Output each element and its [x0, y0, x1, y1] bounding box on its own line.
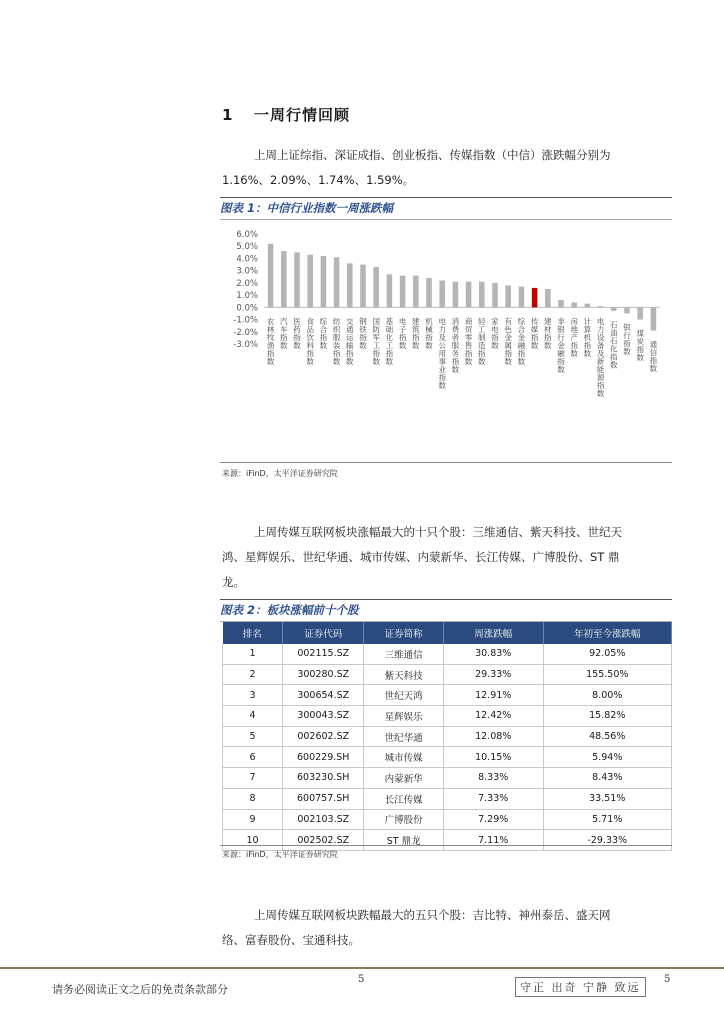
column-header-code: 证券代码 — [282, 622, 363, 644]
x-tick-label: 建材指数 — [543, 317, 553, 350]
figure-2-source: 来源：iFinD，太平洋证券研究院 — [222, 850, 338, 859]
bar — [347, 263, 353, 307]
paragraph-top-gainers — [222, 520, 674, 595]
x-tick-label: 纺织服装指数 — [332, 317, 342, 366]
cell-code: 300654.SZ — [282, 685, 363, 706]
x-tick-label: 轻工制造指数 — [477, 317, 487, 366]
cell-ytd: 33.51% — [543, 788, 671, 809]
bar — [307, 255, 313, 308]
cell-code: 002115.SZ — [282, 644, 363, 664]
cell-code: 002502.SZ — [282, 830, 363, 851]
cell-rank: 10 — [223, 830, 283, 851]
bar — [492, 283, 498, 307]
x-tick-label: 基础化工指数 — [384, 317, 394, 366]
bar — [387, 274, 393, 307]
table-row — [223, 706, 672, 727]
bar — [334, 257, 340, 307]
bar — [505, 285, 511, 307]
cell-name: 城市传媒 — [364, 747, 443, 768]
x-tick-label: 房地产指数 — [569, 317, 579, 358]
paragraph-line: 上周上证综指、深证成指、创业板指、传媒指数（中信）涨跌幅分别为 — [254, 148, 611, 162]
cell-rank: 2 — [223, 664, 283, 685]
column-header-name: 证券简称 — [364, 622, 443, 644]
y-tick-label: -3.0% — [233, 340, 258, 350]
top-gainers-table — [222, 622, 672, 851]
bar — [466, 282, 472, 308]
table-row — [223, 830, 672, 851]
x-tick-label: 农林牧渔指数 — [266, 317, 276, 366]
cell-name: 三维通信 — [364, 644, 443, 664]
section-heading — [222, 104, 350, 125]
table-row — [223, 664, 672, 685]
x-tick-label: 机械指数 — [424, 317, 434, 350]
cell-ytd: 155.50% — [543, 664, 671, 685]
figure-1-source: 来源：iFinD，太平洋证券研究院 — [222, 469, 338, 478]
cell-rank: 7 — [223, 768, 283, 789]
bar — [532, 288, 538, 307]
footer-rule — [0, 967, 724, 969]
cell-weekly: 12.08% — [443, 726, 543, 747]
x-tick-label: 食品饮料指数 — [305, 317, 315, 366]
cell-code: 300043.SZ — [282, 706, 363, 727]
y-tick-label: 5.0% — [236, 242, 258, 253]
bar — [479, 282, 485, 308]
bar — [321, 256, 327, 307]
x-tick-label: 电力及公用事业指数 — [437, 317, 447, 390]
x-tick-label: 煤炭指数 — [635, 329, 645, 362]
table-row — [223, 644, 672, 664]
cell-weekly: 8.33% — [443, 768, 543, 789]
cell-code: 002103.SZ — [282, 809, 363, 830]
industry-weekly-return-chart — [220, 222, 672, 462]
paragraph-index-returns — [222, 143, 672, 193]
bar — [426, 278, 432, 307]
y-tick-label: 1.0% — [236, 291, 258, 302]
figure-2-caption: 图表 2：板块涨幅前十个股 — [220, 599, 672, 622]
x-tick-label: 综合指数 — [318, 317, 328, 350]
bar — [453, 282, 459, 308]
cell-name: 星辉娱乐 — [364, 706, 443, 727]
bar — [651, 307, 657, 330]
bar — [519, 287, 525, 308]
cell-code: 002602.SZ — [282, 726, 363, 747]
cell-rank: 3 — [223, 685, 283, 706]
cell-rank: 5 — [223, 726, 283, 747]
cell-code: 300280.SZ — [282, 664, 363, 685]
cell-weekly: 7.29% — [443, 809, 543, 830]
x-tick-label: 钢铁指数 — [358, 317, 368, 350]
y-tick-label: -1.0% — [233, 315, 258, 326]
bar — [545, 289, 551, 307]
cell-rank: 8 — [223, 788, 283, 809]
table-row — [223, 726, 672, 747]
cell-name: 广博股份 — [364, 809, 443, 830]
bar — [611, 307, 617, 311]
x-tick-label: 商贸零售指数 — [464, 317, 474, 366]
x-tick-label: 通信指数 — [648, 340, 658, 373]
y-tick-label: 4.0% — [236, 254, 258, 265]
x-tick-label: 计算机指数 — [582, 317, 592, 358]
table-row — [223, 747, 672, 768]
footer-disclaimer: 请务必阅读正文之后的免责条款部分 — [52, 983, 228, 996]
table-row — [223, 768, 672, 789]
x-tick-label: 家电指数 — [490, 317, 500, 350]
x-tick-label: 建筑指数 — [411, 317, 421, 350]
bar — [400, 276, 406, 308]
figure-2-bottom-rule — [220, 845, 672, 846]
table-row — [223, 788, 672, 809]
cell-name: 内蒙新华 — [364, 768, 443, 789]
y-tick-label: -2.0% — [233, 327, 258, 338]
cell-name: 世纪天鸿 — [364, 685, 443, 706]
paragraph-line: 上周传媒互联网板块跌幅最大的五只个股：吉比特、神州泰岳、盛天网 — [254, 908, 611, 922]
x-tick-label: 石油石化指数 — [609, 321, 619, 369]
x-tick-label: 电子指数 — [398, 317, 408, 350]
bar — [268, 244, 274, 308]
cell-ytd: 92.05% — [543, 644, 671, 664]
figure-1-caption: 图表 1：中信行业指数一周涨跌幅 — [220, 197, 672, 220]
figure-1-bottom-rule — [220, 462, 672, 463]
bar — [360, 265, 366, 308]
column-header-weekly-change: 周涨跌幅 — [443, 622, 543, 644]
paragraph-line: 龙。 — [222, 575, 245, 589]
cell-ytd: 5.94% — [543, 747, 671, 768]
cell-name: 紫天科技 — [364, 664, 443, 685]
cell-weekly: 30.83% — [443, 644, 543, 664]
cell-ytd: 8.43% — [543, 768, 671, 789]
section-number: 1 — [222, 106, 234, 124]
bar — [373, 267, 379, 307]
x-tick-label: 传媒指数 — [530, 317, 540, 350]
cell-rank: 4 — [223, 706, 283, 727]
bar — [585, 304, 591, 308]
cell-weekly: 12.91% — [443, 685, 543, 706]
cell-weekly: 10.15% — [443, 747, 543, 768]
cell-rank: 6 — [223, 747, 283, 768]
y-tick-label: 3.0% — [236, 266, 258, 277]
cell-name: 长江传媒 — [364, 788, 443, 809]
cell-ytd: 48.56% — [543, 726, 671, 747]
column-header-ytd-change: 年初至今涨跌幅 — [543, 622, 671, 644]
x-tick-label: 综合金融指数 — [516, 317, 526, 366]
section-title: 一周行情回顾 — [254, 106, 351, 124]
bar — [413, 276, 419, 308]
cell-name: 世纪华通 — [364, 726, 443, 747]
cell-code: 600757.SH — [282, 788, 363, 809]
cell-weekly: 29.33% — [443, 664, 543, 685]
bar — [281, 251, 287, 307]
cell-code: 603230.SH — [282, 768, 363, 789]
bar — [637, 307, 643, 319]
cell-ytd: 15.82% — [543, 706, 671, 727]
bar — [624, 307, 630, 313]
cell-weekly: 12.42% — [443, 706, 543, 727]
cell-rank: 9 — [223, 809, 283, 830]
x-tick-label: 银行指数 — [622, 323, 632, 356]
x-tick-label: 有色金属指数 — [503, 317, 513, 366]
paragraph-line: 上周传媒互联网板块涨幅最大的十只个股：三维通信、紫天科技、世纪天 — [254, 525, 622, 539]
paragraph-line: 络、富春股份、宝通科技。 — [222, 933, 360, 947]
x-tick-label: 国防军工指数 — [371, 317, 381, 366]
page-number-right: 5 — [664, 974, 671, 985]
paragraph-line: 1.16%、2.09%、1.74%、1.59%。 — [222, 173, 415, 187]
x-tick-label: 电力设备及新能源指数 — [596, 317, 606, 398]
footer-motto: 守正 出奇 宁静 致远 — [515, 977, 646, 997]
bar — [571, 302, 577, 307]
cell-code: 600229.SH — [282, 747, 363, 768]
cell-weekly: 7.11% — [443, 830, 543, 851]
table-header-row — [223, 622, 672, 644]
y-tick-label: 0.0% — [236, 303, 258, 314]
paragraph-line: 鸿、星辉娱乐、世纪华通、城市传媒、内蒙新华、长江传媒、广博股份、ST 鼎 — [222, 550, 620, 564]
bar — [558, 300, 564, 307]
cell-ytd: 5.71% — [543, 809, 671, 830]
bar — [294, 252, 300, 307]
table-row — [223, 685, 672, 706]
x-tick-label: 消费者服务指数 — [450, 317, 460, 374]
page-number-center: 5 — [358, 974, 365, 985]
cell-ytd: 8.00% — [543, 685, 671, 706]
x-tick-label: 交通运输指数 — [345, 317, 355, 366]
x-tick-label: 非银行金融指数 — [556, 317, 566, 374]
y-tick-label: 6.0% — [236, 230, 258, 240]
column-header-rank: 排名 — [223, 622, 283, 644]
cell-rank: 1 — [223, 644, 283, 664]
paragraph-top-losers — [222, 903, 674, 953]
table-row — [223, 809, 672, 830]
cell-ytd: -29.33% — [543, 830, 671, 851]
cell-weekly: 7.33% — [443, 788, 543, 809]
bar — [598, 306, 604, 307]
cell-name: ST 鼎龙 — [364, 830, 443, 851]
y-tick-label: 2.0% — [236, 278, 258, 289]
x-tick-label: 医药指数 — [292, 317, 302, 350]
bar — [439, 280, 445, 307]
x-tick-label: 汽车指数 — [279, 317, 289, 350]
